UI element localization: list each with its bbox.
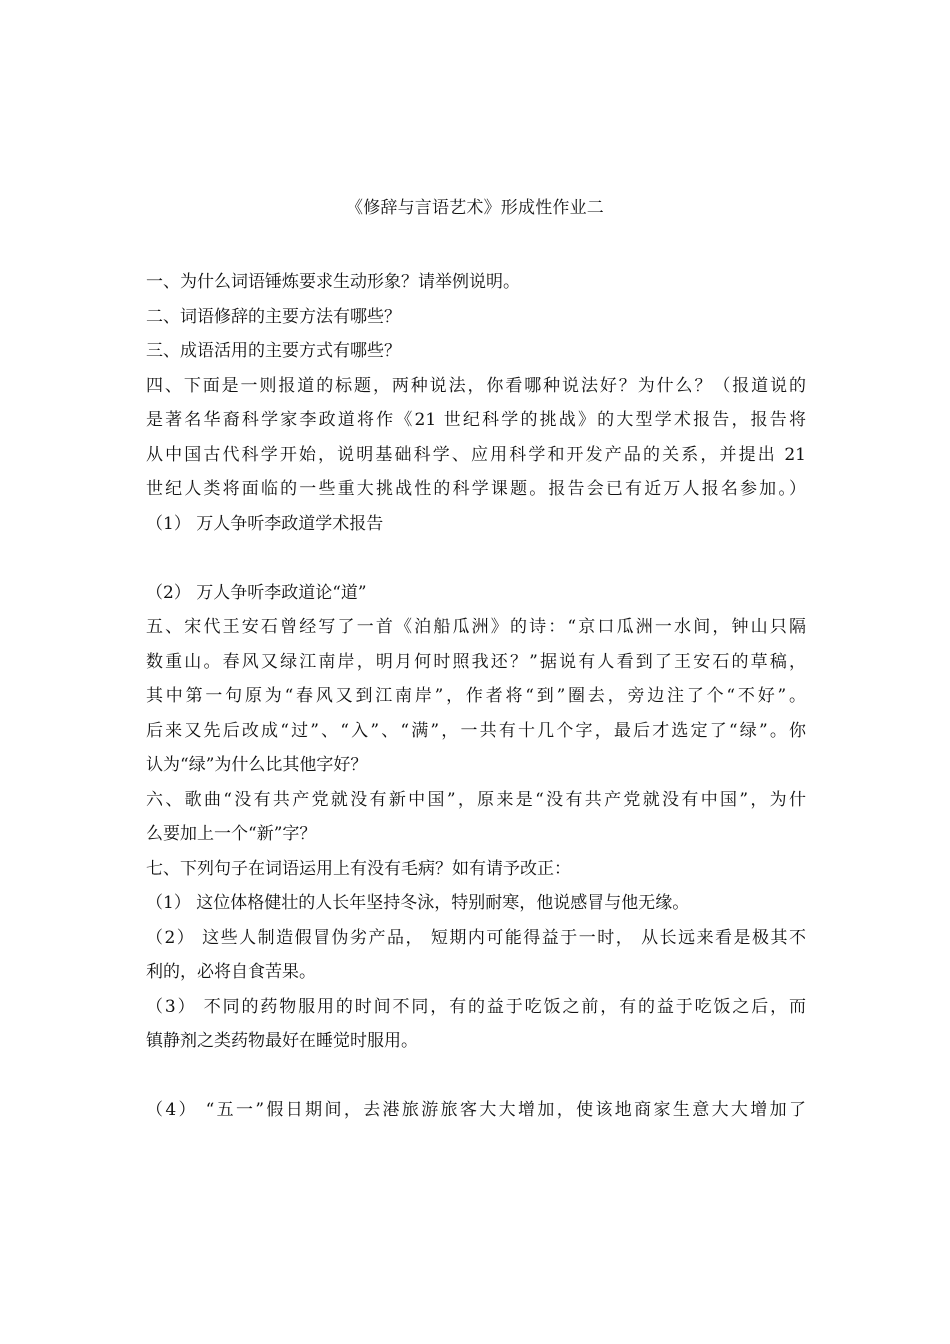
question-6-line-2: 么要加上一个“新”字？ [146,824,317,844]
question-7-sentence-1: （1） 这位体格健壮的人长年坚持冬泳，特别耐寒，他说感冒与他无缘。 [146,893,690,913]
question-5-line-2: 数重山。春风又绿江南岸，明月何时照我还？”据说有人看到了王安石的草稿， [146,651,806,672]
question-2: 二、词语修辞的主要方法有哪些？ [146,306,401,327]
question-7-sentence-3-line-1: （3） 不同的药物服用的时间不同，有的益于吃饭之前，有的益于吃饭之后，而 [146,996,806,1017]
question-1: 一、为什么词语锤炼要求生动形象？请举例说明。 [146,272,520,292]
question-4-line-4: 世纪人类将面临的一些重大挑战性的科学课题。报告会已有近万人报名参加。） [146,479,806,499]
question-7-sentence-2-line-1: （2） 这些人制造假冒伪劣产品， 短期内可能得益于一时， 从长远来看是极其不 [146,927,806,948]
document-title: 《修辞与言语艺术》形成性作业二 [346,198,604,218]
question-7-sentence-2-line-2: 利的，必将自食苦果。 [146,962,316,982]
question-5-line-4: 后来又先后改成“过”、“入”、“满”，一共有十几个字，最后才选定了“绿”。你 [146,720,806,741]
question-4-line-2: 是著名华裔科学家李政道将作《21 世纪科学的挑战》的大型学术报告，报告将 [146,410,806,430]
question-6-line-1: 六、歌曲“没有共产党就没有新中国”，原来是“没有共产党就没有中国”，为什 [146,789,806,810]
blank-space [146,1059,806,1094]
blank-space [146,541,806,576]
question-7-sentence-3-line-2: 镇静剂之类药物最好在睡觉时服用。 [146,1031,418,1051]
question-5-line-1: 五、宋代王安石曾经写了一首《泊船瓜洲》的诗：“京口瓜洲一水间，钟山只隔 [146,617,806,637]
question-4-line-3: 从中国古代科学开始，说明基础科学、应用科学和开发产品的关系，并提出 21 [146,444,806,465]
question-5-line-5: 认为“绿”为什么比其他字好？ [146,755,368,775]
question-4-line-1: 四、下面是一则报道的标题，两种说法，你看哪种说法好？为什么？（报道说的 [146,375,806,396]
question-7-sentence-4-line-1: （4） “五一”假日期间，去港旅游旅客大大增加，使该地商家生意大大增加了 [146,1100,806,1120]
question-5-line-3: 其中第一句原为“春风又到江南岸”，作者将“到”圈去，旁边注了个“不好”。 [146,686,806,706]
question-7: 七、下列句子在词语运用上有没有毛病？如有请予改正： [146,858,571,879]
question-4-option-1: （1） 万人争听李政道学术报告 [146,513,384,534]
document-body [146,265,806,1128]
question-3: 三、成语活用的主要方式有哪些？ [146,341,401,361]
question-4-option-2: （2） 万人争听李政道论“道” [146,582,367,603]
